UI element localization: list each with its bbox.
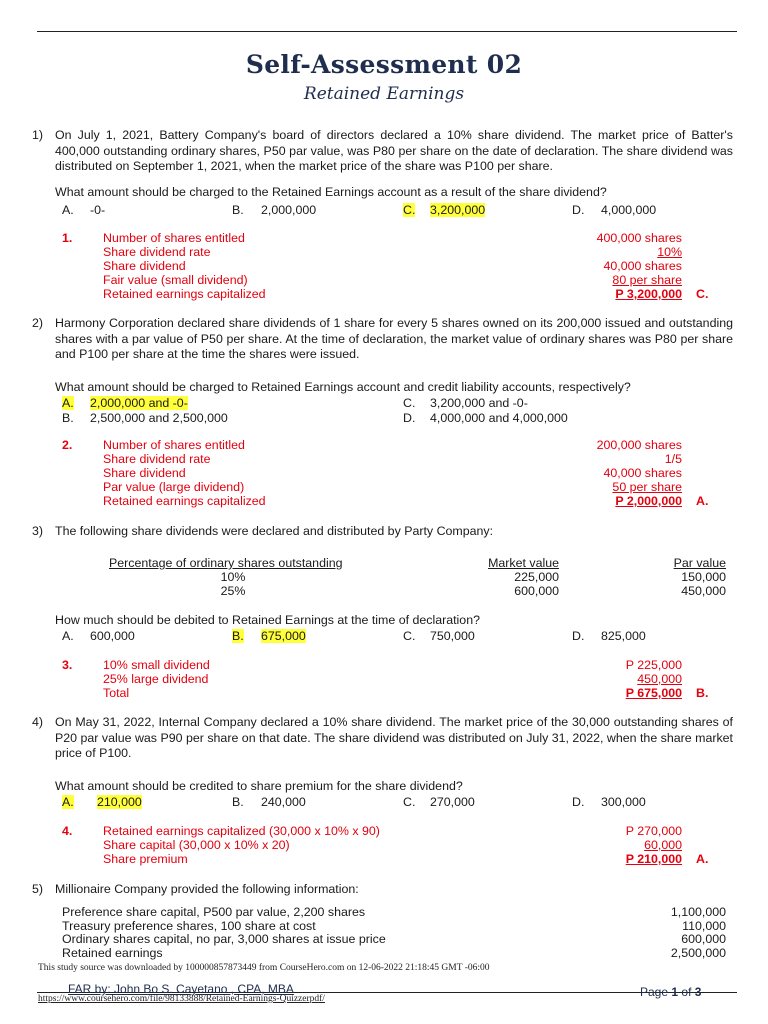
q4-solution-values [570, 824, 682, 866]
q2-solution-labels [103, 438, 266, 508]
q3-sol-label: Total [103, 686, 130, 700]
q4-text: On May 31, 2022, Internal Company declared a 10% share dividend. The market price of the 30,000 outstanding shares of P20 par value was P90 per share on that date. The share dividend was distributed on July 31, 2022, when the share market price of P100. [55, 715, 733, 760]
q5-row-values [610, 906, 726, 960]
q4-sol-value: P 270,000 [625, 824, 682, 838]
q4-solution-labels [103, 824, 380, 866]
q1-sol-label: Share dividend rate [103, 245, 211, 259]
q1-sol-value: 400,000 shares [596, 231, 682, 245]
q2-option-d-letter: D. [403, 411, 416, 425]
table-cell: 225,000 [514, 570, 559, 584]
q1-option-a: -0- [90, 203, 106, 217]
q2-option-b: 2,500,000 and 2,500,000 [90, 411, 228, 425]
q4-solution-number: 4. [62, 824, 73, 838]
q2-solution-number: 2. [62, 438, 73, 452]
q2-option-a: 2,000,000 and -0- [90, 396, 188, 410]
q2-sol-label: Number of shares entitled [103, 438, 245, 452]
q5-row-value: 1,100,000 [670, 905, 726, 919]
q2-option-a-letter: A. [62, 396, 74, 410]
q2-sol-label: Share dividend rate [103, 452, 211, 466]
q4-option-b: 240,000 [261, 795, 306, 809]
page-indicator [640, 985, 701, 999]
q3-option-c-letter: C. [403, 629, 416, 643]
q3-option-d: 825,000 [601, 629, 646, 643]
q3-option-d-letter: D. [572, 629, 585, 643]
q1-sol-label: Retained earnings capitalized [103, 287, 266, 301]
q4-sol-label: Share premium [103, 852, 188, 866]
q1-solution-number: 1. [62, 231, 73, 245]
q2-sol-label: Par value (large dividend) [103, 480, 245, 494]
q1-answer: C. [696, 287, 709, 301]
q4-sol-total: P 210,000 [625, 852, 682, 866]
q1-question: What amount should be charged to the Retained Earnings account as a result of the share dividend? [55, 185, 607, 199]
q4-sol-value: 60,000 [644, 838, 682, 852]
q3-sol-total: P 675,000 [625, 686, 682, 700]
q2-option-b-letter: B. [62, 411, 74, 425]
q5-row-labels [62, 906, 386, 960]
q5-row-label: Preference share capital, P500 par value, 2,200 shares [62, 905, 366, 919]
q4-option-c-letter: C. [403, 795, 416, 809]
q3-sol-label: 25% large dividend [103, 672, 209, 686]
q5-row-value: 110,000 [682, 918, 726, 933]
page-number: 1 [671, 985, 679, 999]
q1-sol-label: Number of shares entitled [103, 231, 245, 245]
q2-sol-value: 40,000 shares [603, 466, 682, 480]
table-cell: 600,000 [514, 584, 559, 598]
q3-number: 3) [32, 524, 44, 538]
q5-number: 5) [32, 882, 44, 896]
q3-sol-value: P 225,000 [625, 658, 682, 672]
table-cell: 450,000 [681, 584, 726, 598]
q3-sol-value: 450,000 [637, 672, 682, 686]
q3-option-c: 750,000 [430, 629, 475, 643]
footer-author: FAR by: John Bo S. Cayetano , CPA, MBA [68, 982, 294, 996]
page-title: Self-Assessment 02 [245, 50, 523, 79]
table-cell: 25% [220, 584, 246, 598]
page-of: of [681, 985, 692, 999]
q1-option-d: 4,000,000 [601, 203, 657, 217]
q4-sol-label: Retained earnings capitalized (30,000 x 10% x 90) [103, 824, 380, 838]
q1-solution-labels [103, 231, 266, 301]
q1-option-b-letter: B. [232, 203, 244, 217]
download-watermark: This study source was downloaded by 100000857873449 from CourseHero.com on 12-06-2022 21:18:45 GMT -06:00 [38, 963, 490, 973]
q3-text: The following share dividends were declared and distributed by Party Company: [55, 524, 494, 538]
q2-number: 2) [32, 316, 44, 330]
q1-sol-value: 80 per share [612, 273, 682, 287]
page-label: Page [640, 985, 669, 999]
q2-option-c-letter: C. [403, 396, 416, 410]
source-url[interactable]: https://www.coursehero.com/file/98133888/Retained-Earnings-Quizzerpdf/ [38, 994, 325, 1004]
q1-solution-values [540, 231, 682, 301]
q3-solution-values [570, 658, 682, 700]
q5-row-label: Retained earnings [62, 945, 163, 960]
q4-option-c: 270,000 [430, 795, 475, 809]
q5-row-value: 2,500,000 [670, 945, 726, 960]
q3-solution-number: 3. [62, 658, 73, 672]
q5-row-label: Ordinary shares capital, no par, 3,000 shares at issue price [62, 932, 386, 946]
q4-option-d: 300,000 [601, 795, 646, 809]
table-cell: 150,000 [681, 570, 726, 584]
q4-question: What amount should be credited to share premium for the share dividend? [55, 779, 463, 793]
q1-sol-value: 40,000 shares [603, 259, 682, 273]
q1-option-c-letter: C. [403, 203, 416, 217]
q1-sol-label: Share dividend [103, 259, 186, 273]
q2-sol-label: Share dividend [103, 466, 186, 480]
q3-col-market [460, 570, 559, 598]
q3-solution-labels [103, 658, 210, 700]
top-rule [37, 31, 737, 32]
q1-sol-value: 10% [657, 245, 682, 259]
q3-answer: B. [696, 686, 709, 700]
q2-sol-label: Retained earnings capitalized [103, 494, 266, 508]
q2-option-d: 4,000,000 and 4,000,000 [430, 411, 568, 425]
q5-row-value: 600,000 [681, 932, 726, 946]
q3-option-b-letter: B. [232, 629, 244, 643]
q3-col-percentage [109, 570, 357, 598]
q4-number: 4) [32, 715, 44, 729]
q3-col-header-percentage: Percentage of ordinary shares outstanding [109, 556, 343, 570]
q1-option-d-letter: D. [572, 203, 585, 217]
q2-sol-value: 200,000 shares [596, 438, 682, 452]
q4-option-d-letter: D. [572, 795, 585, 809]
q4-sol-label: Share capital (30,000 x 10% x 20) [103, 838, 290, 852]
q1-text: On July 1, 2021, Battery Company's board of directors declared a 10% share dividend. The market price of Batter's 400,000 outstanding ordinary shares, P50 par value, was P80 per share on the date of declaration. The share dividend was distributed on September 1, 2021, when the market price of the share was P100 per share. [55, 128, 733, 173]
q1-option-c: 3,200,000 [430, 203, 486, 217]
table-cell: 10% [220, 570, 246, 584]
q2-question: What amount should be charged to Retained Earnings account and credit liability accounts, respectively? [55, 380, 631, 394]
q3-question: How much should be debited to Retained Earnings at the time of declaration? [55, 613, 480, 627]
q1-number: 1) [32, 128, 44, 142]
q3-option-a: 600,000 [90, 629, 135, 643]
q4-option-a: 210,000 [97, 795, 142, 809]
q5-row-label: Treasury preference shares, 100 share at cost [62, 918, 316, 933]
q3-col-header-market: Market value [488, 556, 559, 570]
q1-option-b: 2,000,000 [261, 203, 317, 217]
q2-sol-value: 1/5 [664, 452, 682, 466]
q3-col-par [626, 570, 726, 598]
q3-sol-label: 10% small dividend [103, 658, 210, 672]
q4-option-a-letter: A. [62, 795, 74, 809]
q4-answer: A. [696, 852, 709, 866]
q5-text: Millionaire Company provided the following information: [55, 882, 359, 896]
q1-option-a-letter: A. [62, 203, 74, 217]
q1-sol-label: Fair value (small dividend) [103, 273, 248, 287]
q4-option-b-letter: B. [232, 795, 244, 809]
page-total: 3 [694, 985, 702, 999]
q2-answer: A. [696, 494, 709, 508]
q3-option-b: 675,000 [261, 629, 306, 643]
q2-option-c: 3,200,000 and -0- [430, 396, 528, 410]
q3-col-header-par: Par value [673, 556, 726, 570]
q2-text: Harmony Corporation declared share dividends of 1 share for every 5 shares owned on its 200,000 issued and outstanding shares with a par value of P50 per share. At the time of declaration, the market value of ordinary shares was P80 per share and P100 per share at the time the shares were issued. [55, 316, 733, 361]
q1-sol-total: P 3,200,000 [615, 287, 682, 301]
page-subtitle: Retained Earnings [303, 84, 465, 104]
q2-sol-total: P 2,000,000 [615, 494, 682, 508]
q2-solution-values [540, 438, 682, 508]
q2-sol-value: 50 per share [612, 480, 682, 494]
q3-option-a-letter: A. [62, 629, 74, 643]
